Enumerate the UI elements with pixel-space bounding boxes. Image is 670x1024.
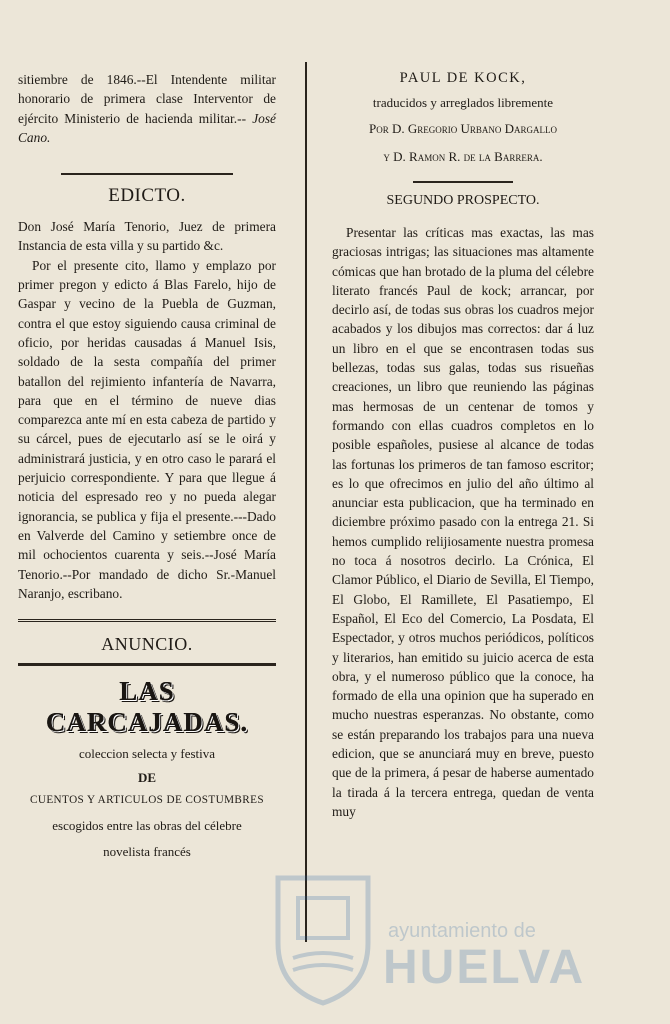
translated-line: traducidos y arreglados libremente xyxy=(372,95,554,110)
right-column xyxy=(332,70,594,821)
edicto-intro: Don José María Tenorio, Juez de primera Instancia de esta villa y su partido &c. xyxy=(18,219,276,254)
prospecto-title: SEGUNDO PROSPECTO. xyxy=(386,193,540,208)
book-title: LAS CARCAJADAS. xyxy=(45,676,249,738)
top-paragraph-text: sitiembre de 1846.--El Intendente militar honorario de primera clase Interventor de ejército Ministerio de hacienda militar.-- xyxy=(18,72,276,126)
translators-line-2: y D. Ramon R. de la Barrera. xyxy=(383,149,543,164)
anuncio-title: ANUNCIO. xyxy=(101,634,193,655)
book-de: DE xyxy=(137,770,157,786)
left-column xyxy=(18,70,276,862)
archive-watermark xyxy=(268,858,586,1008)
watermark-line-1: ayuntamiento de xyxy=(388,920,536,942)
top-paragraph xyxy=(18,70,276,147)
book-subtitle: coleccion selecta y festiva xyxy=(78,746,216,762)
top-signature: José Cano. xyxy=(18,110,276,145)
book-subtitle-2: escogidos entre las obras del célebre xyxy=(52,818,242,834)
column-divider xyxy=(305,62,307,942)
edicto-body: Por el presente cito, llamo y emplazo por primer pregon y edicto á Blas Farelo, hijo de Gaspar y vecino de la Puebla de Guzman, contra el que estoy siguiendo causa criminal de oficio, por heridas causadas á Manuel Isis, soldado de la sesta compañía del primer batallon del rejimiento infantería de Navarra, para que en el término de nueve dias comparezca ante mí en esta cabeza de partido y su cárcel, pues de ejecutarlo así se le oirá y administrará justicia, y en otro caso le parará el perjuicio correspondiente. Y para que llegue á noticia del espresado reo y no pueda alegar ignorancia, se publica y fija el presente.---Dado en Valverde del Camino y setiembre once de mil ochocientos cuarenta y seis.--José María Tenorio.--Por mandado de dicho Sr.-Manuel Naranjo, escribano. xyxy=(18,257,276,601)
book-subtitle-3: novelista francés xyxy=(103,844,191,860)
section-divider xyxy=(61,173,233,175)
translators-line-1: Por D. Gregorio Urbano Dargallo xyxy=(368,121,558,136)
edicto-title: EDICTO. xyxy=(108,185,186,207)
prospecto-divider xyxy=(413,181,513,183)
prospecto-body: Presentar las críticas mas exactas, las mas graciosas intrigas; las situaciones mas altamente cómicas que han brotado de la pluma del célebre literato francés Paul de kock; arrancar, por decirlo así, de todas sus obras los cuadros mejor acabados y los dibujos mas correctos: dar á luz un libro en el que se encontrasen todas sus bellezas, todas sus galas, todas sus risueñas creaciones, un libro que reuniendo las páginas mas hermosas de un centenar de tomos y formando con ellas cuadros completos en lo posible españoles, pusiese al alcance de todas las fortunas los primeros de tan famoso escritor; es lo que ofrecimos en julio del año último al anunciar esta publicacion, que ha terminado en diciembre próximo pasado con la entrega 21. Si hemos cumplido relijiosamente nuestra promesa no toca á nosotros decirlo. La Crónica, El Clamor Público, el Diario de Sevilla, El Tiempo, El Globo, El Ramillete, El Pasatiempo, El Español, El Eco del Comercio, La Posdata, El Espectador, y otros muchos periódicos, políticos y literarios, han emitido su juicio acerca de esta obra, y el numeroso público que la conoce, ha formado de ella una opinion que ha superado en mucho nuestras esperanzas. No obstante, como se están preparando los trabajos para una nueva edicion, que se anunciará muy en breve, puesto que de la primera, á pesar de haberse aumentado la tirada á la tercera entrega, quedan de venta muy xyxy=(332,225,594,819)
watermark-line-2: HUELVA xyxy=(383,941,586,994)
section-divider-double xyxy=(18,619,276,622)
anuncio-divider xyxy=(18,663,276,666)
crest-icon xyxy=(268,858,378,1008)
book-genre: CUENTOS Y ARTICULOS DE COSTUMBRES xyxy=(29,794,265,807)
author-name: PAUL DE KOCK, xyxy=(399,70,527,86)
